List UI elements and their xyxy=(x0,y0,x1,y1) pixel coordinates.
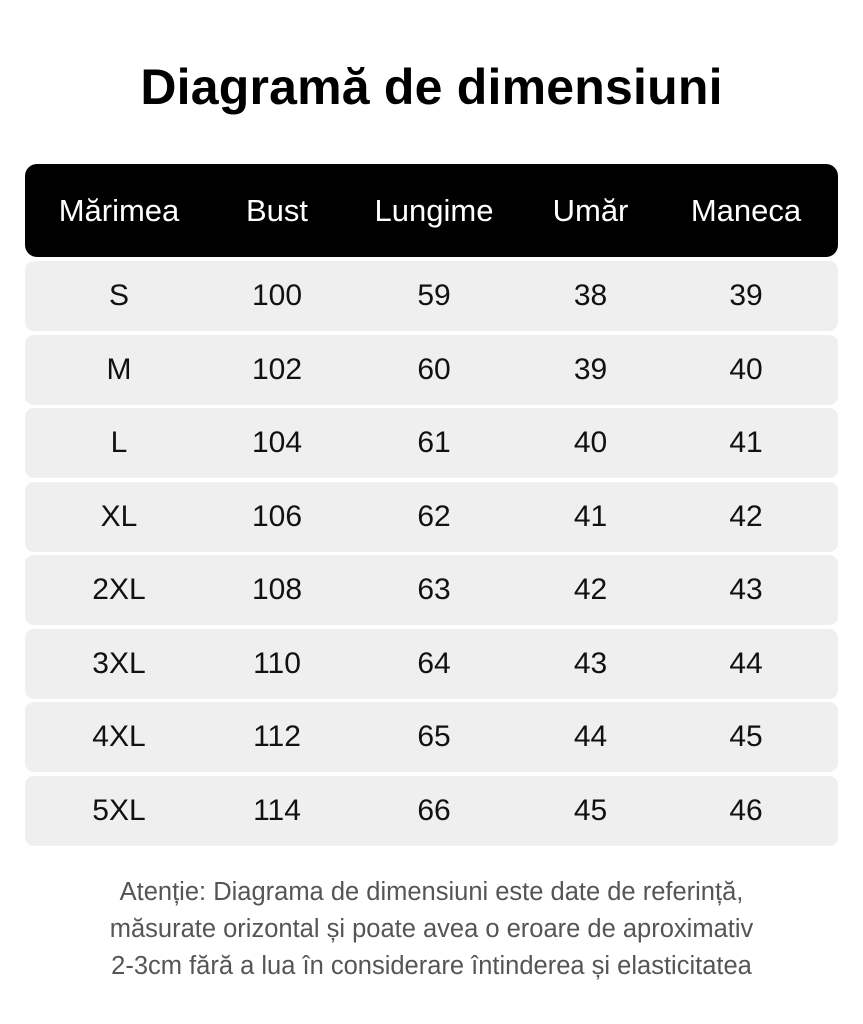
column-header-bust: Bust xyxy=(245,193,309,228)
cell-bust: 106 xyxy=(251,499,303,533)
cell-size: XL xyxy=(100,499,138,533)
cell-shoulder: 38 xyxy=(573,279,608,312)
table-row xyxy=(25,408,838,478)
cell-sleeve: 39 xyxy=(729,279,763,312)
column-header-size: Mărimea xyxy=(58,193,180,228)
table-row xyxy=(25,702,838,772)
cell-shoulder: 44 xyxy=(573,720,608,753)
cell-shoulder: 43 xyxy=(573,646,608,680)
cell-bust: 112 xyxy=(253,720,301,753)
cell-length: 66 xyxy=(417,793,451,827)
column-header-shoulder: Umăr xyxy=(552,193,629,228)
table-row xyxy=(25,482,838,552)
cell-length: 60 xyxy=(417,352,451,386)
size-table xyxy=(25,164,838,849)
table-row xyxy=(25,629,838,699)
cell-size: M xyxy=(106,352,132,386)
cell-length: 64 xyxy=(417,646,451,680)
cell-sleeve: 41 xyxy=(729,426,763,459)
cell-bust: 102 xyxy=(251,352,303,386)
cell-shoulder: 39 xyxy=(573,352,608,386)
table-row xyxy=(25,261,838,331)
table-body xyxy=(25,261,838,846)
cell-length: 63 xyxy=(417,573,451,606)
cell-size: L xyxy=(110,426,128,459)
cell-shoulder: 41 xyxy=(573,499,608,533)
cell-length: 65 xyxy=(417,720,451,753)
cell-sleeve: 42 xyxy=(729,499,763,533)
table-header xyxy=(25,164,838,257)
note-line: 2-3cm fără a lua în considerare întinderea și elasticitatea xyxy=(111,952,752,980)
cell-shoulder: 45 xyxy=(573,793,608,827)
cell-sleeve: 43 xyxy=(729,573,763,606)
page-title: Diagramă de dimensiuni xyxy=(140,59,723,115)
cell-size: 5XL xyxy=(92,793,146,827)
cell-bust: 108 xyxy=(251,573,303,606)
column-header-sleeve: Maneca xyxy=(690,193,802,228)
note-line: măsurate orizontal și poate avea o eroare de aproximativ xyxy=(109,915,754,943)
table-row xyxy=(25,335,838,405)
cell-bust: 114 xyxy=(253,793,301,827)
cell-sleeve: 40 xyxy=(729,352,763,386)
cell-sleeve: 46 xyxy=(729,793,763,827)
cell-length: 61 xyxy=(417,426,451,459)
cell-shoulder: 42 xyxy=(573,573,608,606)
table-row xyxy=(25,555,838,625)
cell-bust: 104 xyxy=(251,426,303,459)
table-row xyxy=(25,776,838,846)
cell-sleeve: 45 xyxy=(729,720,763,753)
cell-shoulder: 40 xyxy=(573,426,608,459)
cell-bust: 110 xyxy=(253,646,301,680)
cell-length: 62 xyxy=(417,499,451,533)
column-header-length: Lungime xyxy=(374,193,494,228)
cell-size: 3XL xyxy=(92,646,146,680)
disclaimer-note xyxy=(0,874,863,985)
cell-size: 2XL xyxy=(92,573,146,606)
cell-bust: 100 xyxy=(251,279,303,312)
cell-size: S xyxy=(108,279,129,312)
note-line: Atenție: Diagrama de dimensiuni este date de referință, xyxy=(119,878,744,906)
cell-size: 4XL xyxy=(92,720,146,753)
cell-sleeve: 44 xyxy=(729,646,763,680)
cell-length: 59 xyxy=(417,279,451,312)
